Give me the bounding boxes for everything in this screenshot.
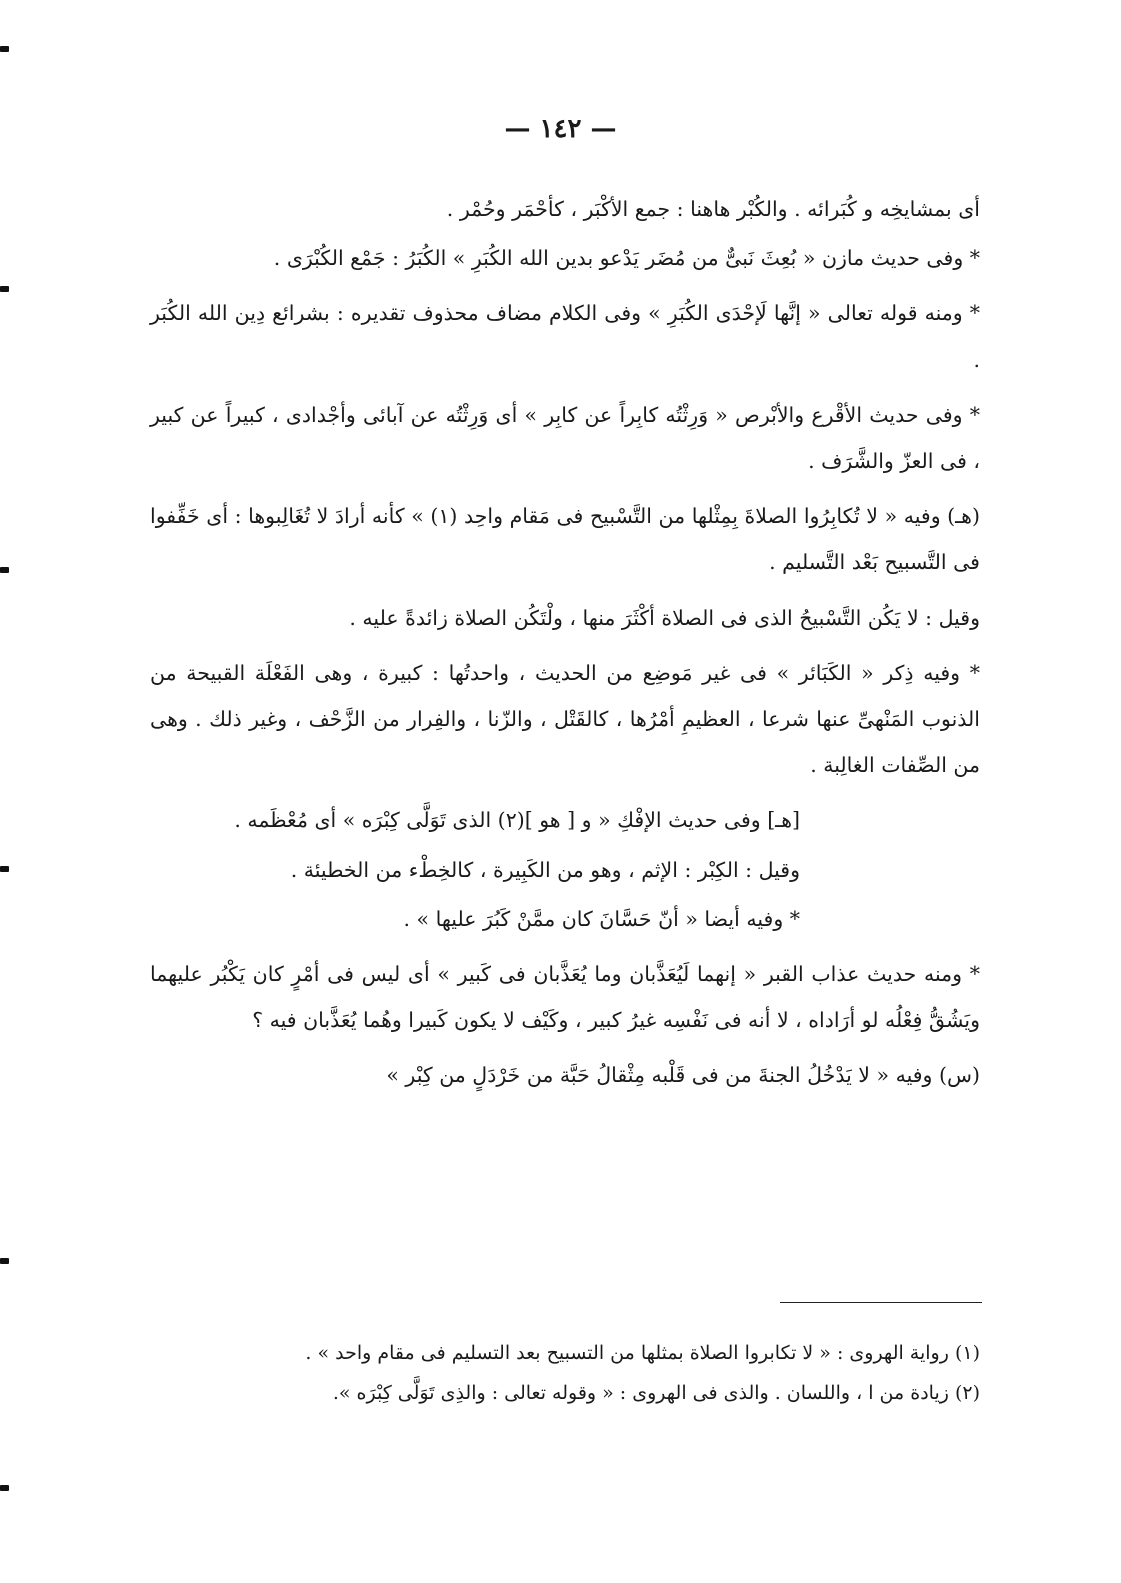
paragraph-8: [هـ] وفى حديث الإفْكِ « و [ هو ](٢) الذى تَوَلَّى كِبْرَه » أى مُعْظَمه .	[234, 808, 800, 833]
scan-edge-mark-6	[0, 1485, 9, 1491]
scan-edge-mark-3	[0, 567, 9, 573]
footnote-1: (١) رواية الهروى : « لا تكابروا الصلاة بمثلها من التسبيح بعد التسليم فى مقام واحد » .	[305, 1342, 980, 1364]
footnote-divider	[780, 1302, 982, 1303]
paragraph-7: * وفيه ذِكر « الكَبَائر » فى غير مَوضِع من الحديث ، واحدتُها : كبيرة ، وهى الفَعْلَة القبيحة من الذنوب المَنْهىِّ عنها شرعا ، العظيمِ أمْرُها ، كالقَتْل ، والزّنا ، والفِرار من الزَّحْف ، وغير ذلك . وهى من الصِّفات الغالِبة .	[150, 660, 980, 778]
scan-edge-mark-4	[0, 866, 9, 872]
paragraph-5: (هـ) وفيه « لا تُكابِرُوا الصلاةَ بِمِثْلها من التَّسْبيح فى مَقام واحِد (١) » كأنه أرادَ لا تُغَالِبوها : أى خَفِّفوا فى التَّسبيح بَعْد التَّسليم .	[150, 504, 980, 575]
paragraph-10: * وفيه أيضا « أنّ حَسَّانَ كان ممَّنْ كَبُرَ عليها » .	[403, 906, 800, 931]
scan-edge-mark-5	[0, 1258, 9, 1264]
paragraph-12: (س) وفيه « لا يَدْخُلُ الجنةَ من فى قَلْبه مِثْقالُ حَبَّة من خَرْدَلٍ من كِبْر »	[386, 1063, 980, 1088]
paragraph-2: * وفى حديث مازن « بُعِثَ نَبىٌّ من مُضَر يَدْعو بدين الله الكُبَرِ » الكُبَرُ : جَمْع الكُبْرَى .	[273, 246, 980, 271]
body-text	[150, 186, 980, 1108]
footnote-2: (٢) زيادة من ا ، واللسان . والذى فى الهروى : « وقوله تعالى : والذِى تَوَلَّى كِبْرَه ».	[332, 1382, 980, 1404]
scan-edge-mark-1	[0, 46, 9, 52]
page-number: — ١٤٢ —	[504, 114, 617, 144]
paragraph-3: * ومنه قوله تعالى « إنَّها لَإحْدَى الكُبَرِ » وفى الكلام مضاف محذوف تقديره : بشرائع دِين الله الكُبَر .	[150, 301, 980, 372]
paragraph-1: أى بمشايخِه و كُبَرائه . والكُبْر هاهنا : جمع الأكْبَر ، كأحْمَر وحُمْر .	[446, 197, 980, 221]
scan-edge-mark-2	[0, 286, 9, 292]
paragraph-11: * ومنه حديث عذاب القبر « إنهما لَيُعَذَّبان وما يُعَذَّبان فى كَبير » أى ليس فى أمْرٍ كان يَكْبُر عليهما ويَشُقُّ فِعْلُه لو أرَاداه ، لا أنه فى نَفْسِه غيرُ كبير ، وكَيْف لا يكون كَبيرا وهُما يُعَذَّبان فيه ؟	[150, 962, 980, 1033]
footnotes	[150, 1333, 980, 1413]
paragraph-6: وقيل : لا يَكُن التَّسْبيحُ الذى فى الصلاة أكْثَرَ منها ، ولْتَكُن الصلاة زائدةً عليه .	[349, 605, 980, 630]
paragraph-9: وقيل : الكِبْر : الإثم ، وهو من الكَبِيرة ، كالخِطْء من الخطيئة .	[290, 857, 800, 882]
paragraph-4: * وفى حديث الأقْرع والأبْرص « وَرِثْتُه كابِراً عن كابِر » أى وَرِثْتُه عن آبائى وأجْدادى ، كبيراً عن كبير ، فى العزّ والشَّرَف .	[150, 402, 980, 474]
